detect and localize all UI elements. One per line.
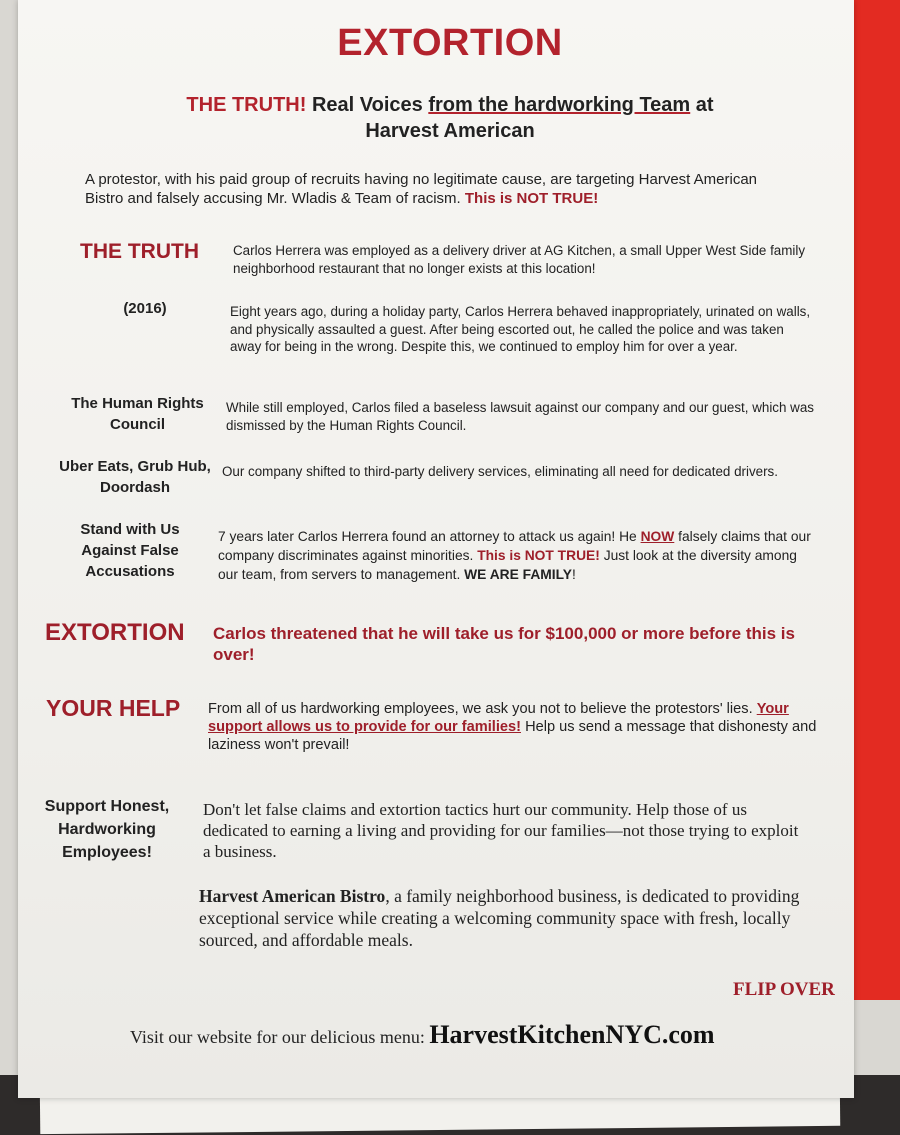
- delivery-label: [55, 456, 215, 498]
- footer-visit: Visit our website for our delicious menu:: [130, 1027, 425, 1047]
- stand-label-line3: Accusations: [85, 563, 175, 580]
- subtitle-part2: from the hardworking Team: [428, 94, 691, 116]
- footer: [130, 1020, 780, 1050]
- stand-text-a: 7 years later Carlos Herrera found an attorney to attack us again! He: [218, 529, 637, 544]
- extortion-text: Carlos threatened that he will take us for $100,000 or more before this is over!: [213, 624, 795, 664]
- help-support: Your support allows us to provide for our families!: [208, 701, 789, 735]
- stand-bang: !: [571, 567, 576, 582]
- truth-label: THE TRUTH: [80, 240, 199, 263]
- support-label-line3: Employees!: [62, 844, 152, 861]
- help-text-b: Help us send a message that dishonesty and laziness won't prevail!: [208, 719, 817, 753]
- support-label-line2: Hardworking: [58, 821, 156, 838]
- stand-text-b: falsely claims that our company discriminates against minorities.: [218, 529, 811, 563]
- subtitle-truth: THE TRUTH!: [186, 94, 307, 116]
- intro-paragraph: [85, 170, 785, 208]
- delivery-text: Our company shifted to third-party delivery services, eliminating all need for dedicated drivers.: [222, 464, 778, 479]
- stand-label: [55, 519, 205, 582]
- help-label: YOUR HELP: [46, 695, 181, 721]
- subtitle: [80, 92, 820, 144]
- flip-over-note: FLIP OVER: [733, 979, 835, 1000]
- year-2016-text: Eight years ago, during a holiday party, Carlos Herrera behaved inappropriately, urinated on walls, and physically assaulted a guest. After being escorted out, he called the police and was taken away for being in the wrong. Despite this, we continued to employ him for over a year.: [230, 304, 811, 354]
- truth-text: Carlos Herrera was employed as a delivery driver at AG Kitchen, a small Upper West Side family neighborhood restaurant that no longer exists at this location!: [233, 243, 806, 276]
- council-label-line1: The Human Rights: [71, 395, 204, 412]
- about-description: , a family neighborhood business, is dedicated to providing exceptional service while creating a welcoming community space with fresh, locally sourced, and affordable meals.: [199, 886, 800, 950]
- help-text: [208, 700, 823, 754]
- delivery-label-line1: Uber Eats, Grub Hub,: [59, 458, 211, 475]
- stand-label-line2: Against False: [81, 542, 179, 559]
- year-2016-label: (2016): [123, 300, 167, 317]
- flyer-title: EXTORTION: [337, 22, 563, 64]
- about-text: [199, 885, 829, 951]
- council-label: [60, 393, 215, 435]
- stand-text: [218, 527, 820, 584]
- stand-now: NOW: [640, 529, 675, 544]
- intro-text: A protestor, with his paid group of recruits having no legitimate cause, are targeting Harvest American Bistro and falsely accusing Mr. Wladis & Team of racism.: [85, 171, 758, 207]
- website-link[interactable]: HarvestKitchenNYC.com: [429, 1020, 715, 1049]
- intro-emphasis: This is NOT TRUE!: [464, 190, 599, 207]
- stand-not-true: This is NOT TRUE!: [477, 548, 600, 563]
- stand-label-line1: Stand with Us: [80, 521, 180, 538]
- about-name: Harvest American Bistro: [199, 886, 386, 906]
- delivery-label-line2: Doordash: [99, 479, 170, 496]
- stand-family: WE ARE FAMILY: [464, 567, 572, 582]
- support-label: [32, 795, 182, 864]
- subtitle-part3: at: [695, 94, 714, 116]
- subtitle-part1: Real Voices: [311, 94, 423, 116]
- stand-text-c: Just look at the diversity among our team, from servers to management.: [218, 548, 797, 582]
- help-text-a: From all of us hardworking employees, we ask you not to believe the protestors' lies.: [208, 701, 753, 717]
- extortion-label: EXTORTION: [45, 619, 185, 646]
- support-label-line1: Support Honest,: [44, 798, 170, 815]
- council-text: While still employed, Carlos filed a baseless lawsuit against our company and our guest, which was dismissed by the Human Rights Council.: [226, 400, 814, 433]
- support-text: Don't let false claims and extortion tactics hurt our community. Help those of us dedicated to earning a living and providing for our families—not those trying to exploit a business.: [203, 800, 799, 861]
- council-label-line2: Council: [110, 416, 165, 433]
- subtitle-part4: Harvest American: [365, 120, 535, 142]
